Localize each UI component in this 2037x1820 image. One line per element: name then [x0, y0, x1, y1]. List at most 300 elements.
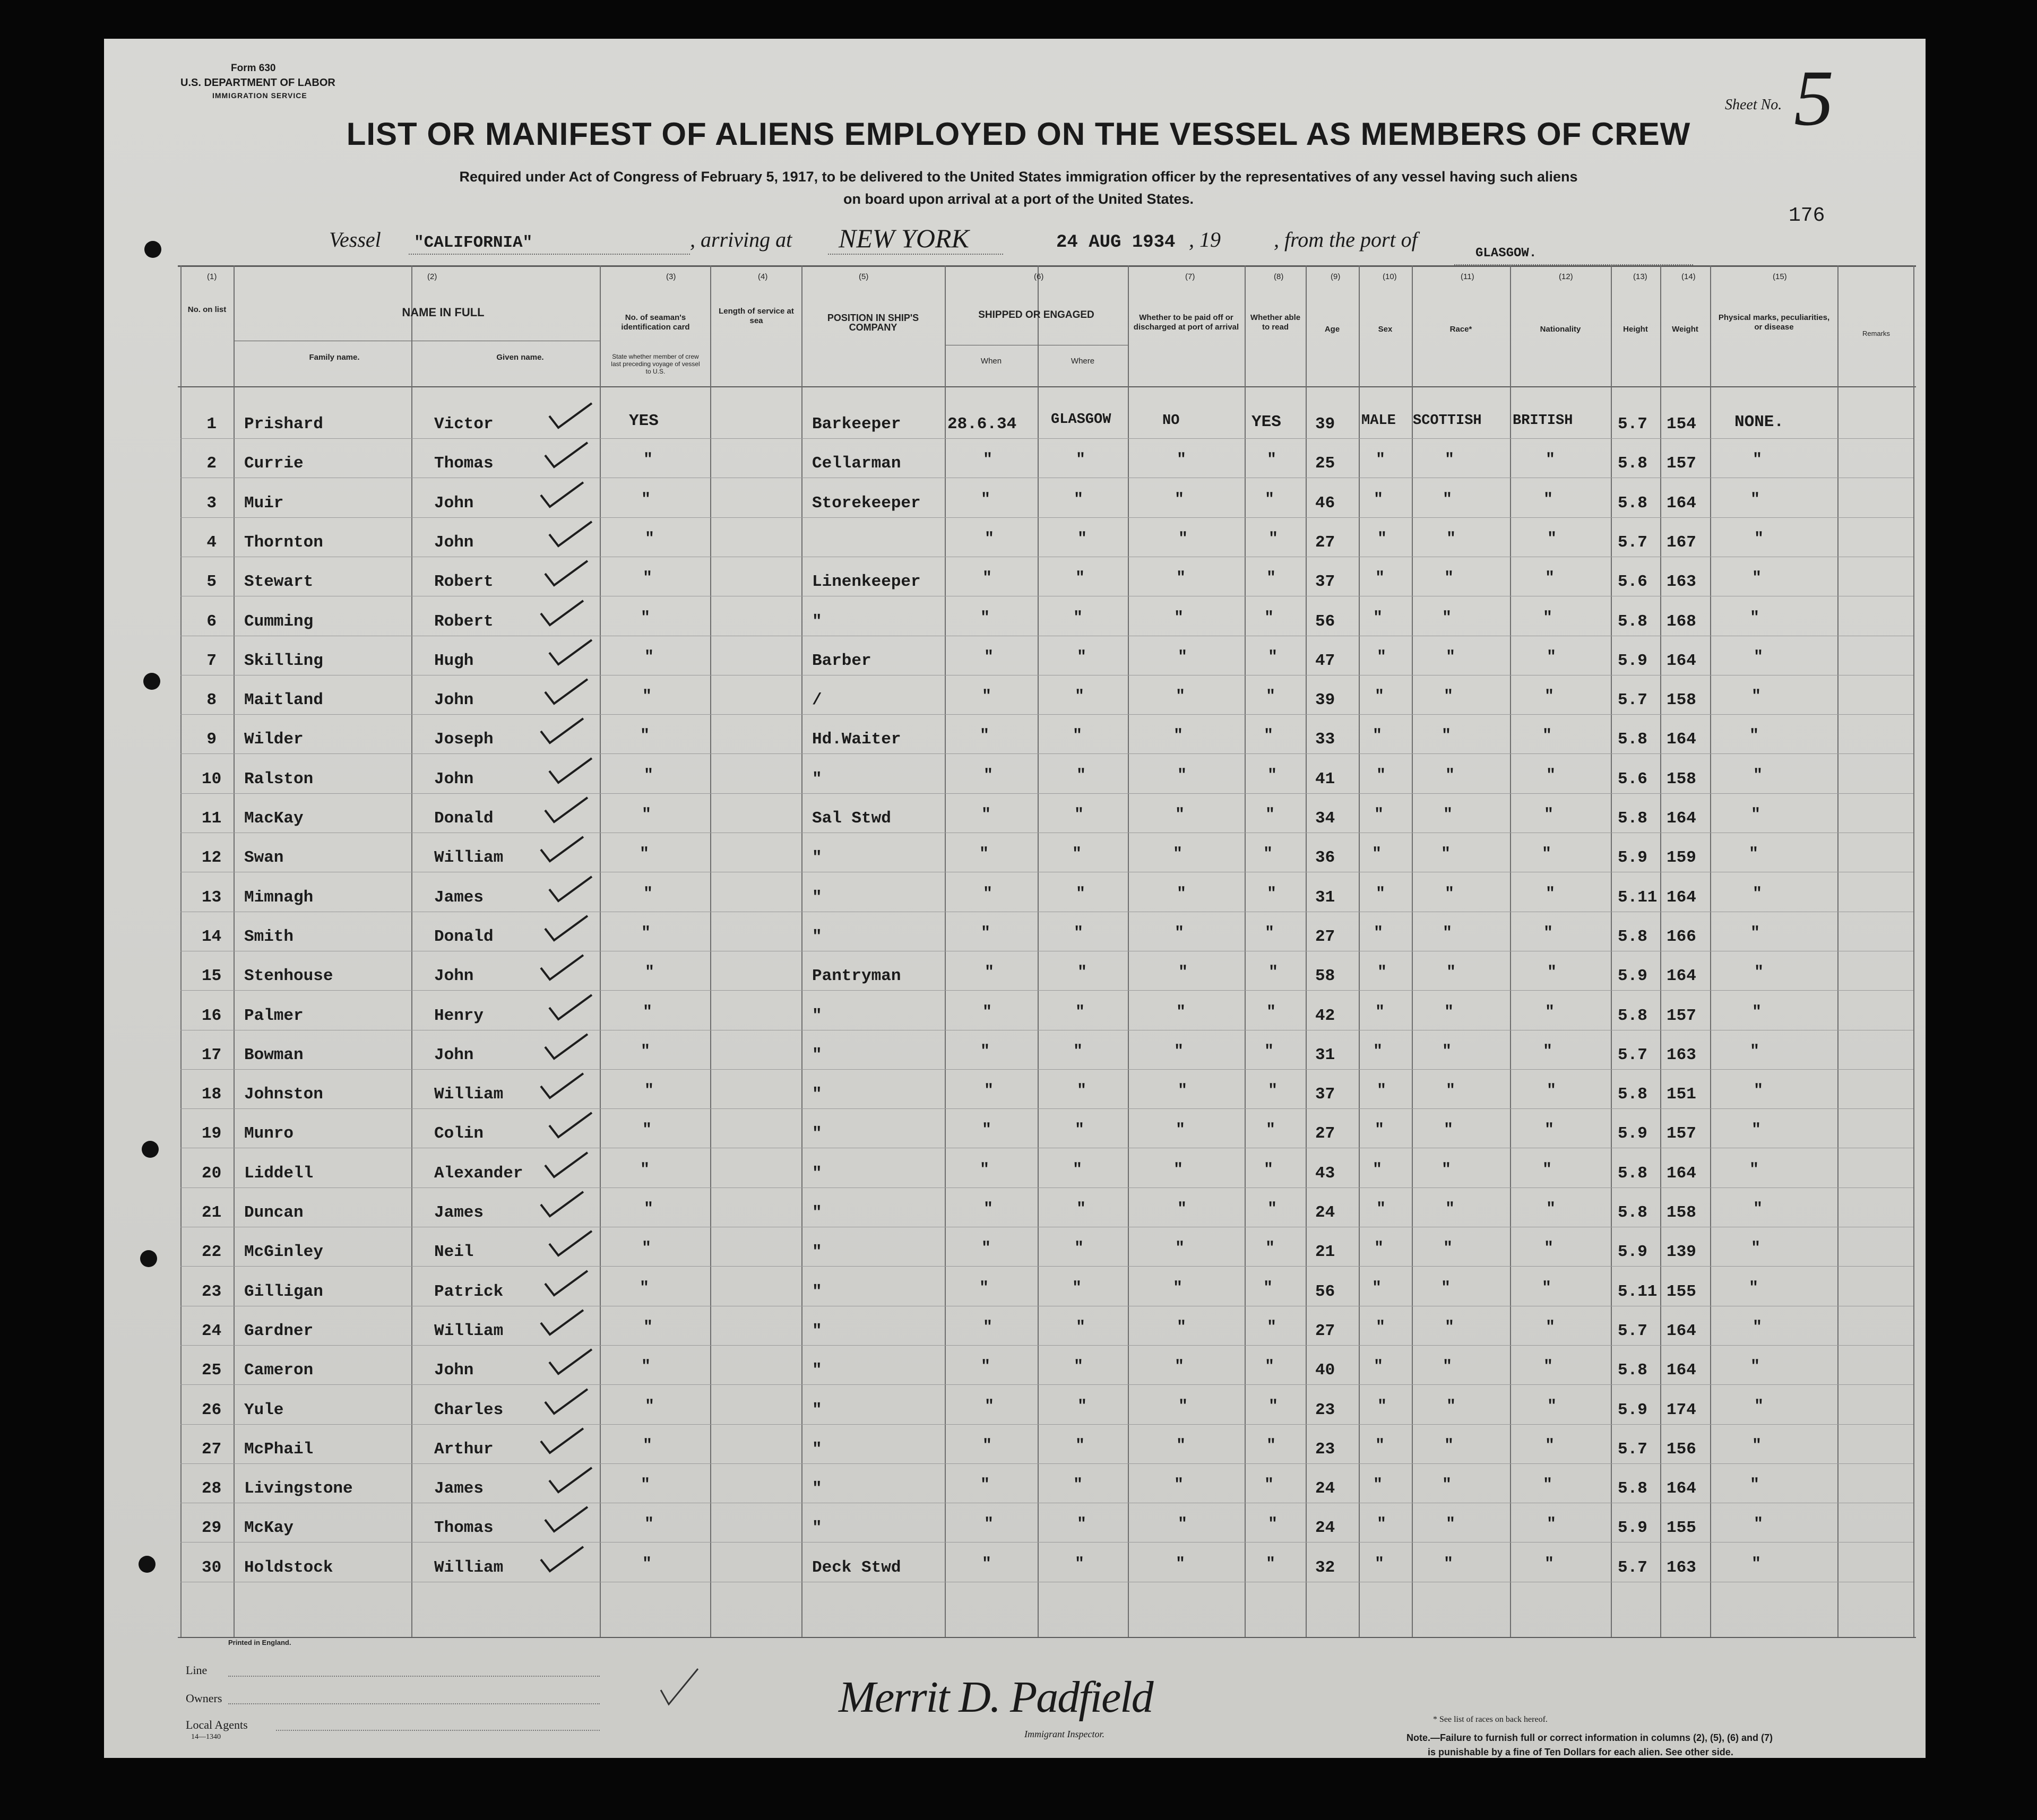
header-seaman-card: No. of seaman's identification card — [621, 313, 690, 332]
ditto-mark: " — [1264, 1161, 1274, 1179]
crew-weight: 158 — [1667, 1203, 1696, 1222]
crew-position: Storekeeper — [812, 494, 921, 513]
ditto-mark: " — [1547, 1398, 1557, 1416]
ditto-mark: " — [1446, 1082, 1456, 1100]
ditto-mark: " — [984, 1515, 994, 1533]
crew-row-number: 11 — [202, 809, 222, 828]
races-note: * See list of races on back hereof. — [1433, 1715, 1548, 1724]
ditto-mark: " — [1376, 1200, 1386, 1218]
ditto-mark: " — [1178, 1398, 1188, 1416]
ditto-mark: " — [1443, 924, 1453, 942]
check-mark-icon — [538, 597, 586, 629]
ditto-mark: " — [1545, 1437, 1555, 1455]
crew-row-number: 19 — [202, 1124, 222, 1143]
ditto-mark: " — [1751, 1555, 1762, 1573]
agents-code: 14—1340 — [191, 1733, 221, 1741]
crew-family-name: Yule — [244, 1401, 284, 1419]
crew-position: " — [812, 848, 822, 867]
crew-weight: 156 — [1667, 1440, 1696, 1459]
crew-height: 5.11 — [1618, 888, 1658, 907]
ditto-mark: " — [1441, 845, 1451, 863]
ditto-mark: " — [1073, 1161, 1083, 1179]
header-age: Age — [1324, 325, 1340, 334]
crew-row-number: 30 — [202, 1558, 222, 1577]
header-remarks: Remarks — [1862, 330, 1890, 337]
crew-row-number: 21 — [202, 1203, 222, 1222]
ditto-mark: " — [1077, 964, 1087, 982]
crew-given-name: William — [434, 1558, 504, 1577]
header-no-on-list: No. on list — [187, 305, 227, 314]
year-label: , 19 — [1189, 228, 1221, 252]
ditto-mark: " — [1075, 688, 1085, 706]
crew-position: " — [812, 928, 822, 946]
crew-family-name: Stenhouse — [244, 967, 333, 985]
ditto-mark: " — [641, 1043, 651, 1061]
crew-given-name: William — [434, 1322, 504, 1340]
ditto-mark: " — [645, 530, 655, 548]
crew-age: 27 — [1315, 1322, 1335, 1340]
crew-row-number: 17 — [202, 1046, 222, 1064]
check-mark-icon — [542, 794, 590, 826]
ditto-mark: " — [1752, 1003, 1762, 1021]
shipped-when: 28.6.34 — [947, 415, 1017, 434]
ditto-mark: " — [1073, 609, 1083, 627]
crew-weight: 159 — [1667, 848, 1696, 867]
crew-family-name: Munro — [244, 1124, 294, 1143]
ditto-mark: " — [1754, 964, 1764, 982]
crew-age: 47 — [1315, 652, 1335, 670]
ditto-mark: " — [1442, 1476, 1452, 1494]
check-mark-icon — [538, 1307, 586, 1339]
check-mark-icon — [538, 715, 586, 747]
seaman-card-answer: YES — [629, 412, 659, 430]
crew-given-name: Charles — [434, 1401, 504, 1419]
ditto-mark: " — [1174, 1043, 1184, 1061]
ditto-mark: " — [1373, 609, 1383, 627]
ditto-mark: " — [983, 1200, 994, 1218]
ditto-mark: " — [1542, 727, 1552, 745]
crew-age: 37 — [1315, 573, 1335, 591]
ditto-mark: " — [1754, 530, 1764, 548]
crew-family-name: Cumming — [244, 612, 314, 631]
crew-weight: 139 — [1667, 1243, 1696, 1261]
check-mark-icon — [542, 1031, 590, 1063]
crew-weight: 164 — [1667, 1164, 1696, 1183]
ditto-mark: " — [1173, 1161, 1184, 1179]
ditto-mark: " — [1263, 845, 1273, 863]
header-able-to-read: Whether able to read — [1250, 313, 1301, 332]
ditto-mark: " — [1442, 1043, 1452, 1061]
crew-row-number: 16 — [202, 1007, 222, 1025]
check-mark-icon — [547, 637, 594, 669]
crew-family-name: Skilling — [244, 652, 323, 670]
check-mark-icon — [538, 834, 586, 865]
header-paid-off: Whether to be paid off or discharged at port of arrival — [1133, 313, 1239, 332]
crew-given-name: William — [434, 1085, 504, 1104]
check-mark-icon — [547, 1110, 594, 1141]
crew-age: 56 — [1315, 1282, 1335, 1301]
crew-age: 27 — [1315, 1124, 1335, 1143]
ditto-mark: " — [1075, 1437, 1085, 1455]
ditto-mark: " — [1443, 1240, 1453, 1258]
crew-height: 5.9 — [1618, 1124, 1647, 1143]
ditto-mark: " — [642, 806, 652, 824]
crew-age: 21 — [1315, 1243, 1335, 1261]
crew-family-name: McGinley — [244, 1243, 323, 1261]
ditto-mark: " — [1546, 1319, 1556, 1337]
crew-age: 58 — [1315, 967, 1335, 985]
header-where: Where — [1071, 357, 1095, 366]
ditto-mark: " — [642, 688, 652, 706]
crew-row-number: 4 — [206, 533, 217, 552]
subtitle-line-2: on board upon arrival at a port of the United States. — [843, 191, 1194, 207]
subtitle-line-1: Required under Act of Congress of February 5, 1917, to be delivered to the United States immigration officer by the representatives of any vessel having such aliens — [459, 169, 1578, 185]
ditto-mark: " — [642, 1555, 652, 1573]
crew-age: 34 — [1315, 809, 1335, 828]
crew-family-name: Thornton — [244, 533, 323, 552]
ditto-mark: " — [1750, 609, 1760, 627]
ditto-mark: " — [1445, 767, 1455, 785]
ditto-mark: " — [1266, 1003, 1276, 1021]
crew-height: 5.9 — [1618, 1401, 1647, 1419]
ditto-mark: " — [641, 1476, 651, 1494]
crew-weight: 168 — [1667, 612, 1696, 631]
header-given-name: Given name. — [496, 353, 544, 362]
ditto-mark: " — [1178, 648, 1188, 666]
check-mark-icon — [542, 676, 590, 708]
crew-position: " — [812, 1440, 822, 1459]
ditto-mark: " — [1173, 845, 1183, 863]
header-when: When — [980, 357, 1002, 366]
ditto-mark: " — [1076, 1319, 1086, 1337]
crew-height: 5.8 — [1618, 928, 1647, 946]
ditto-mark: " — [980, 1043, 990, 1061]
crew-given-name: Thomas — [434, 1519, 494, 1537]
ditto-mark: " — [1542, 1161, 1552, 1179]
ditto-mark: " — [1074, 491, 1084, 509]
header-name-in-full: NAME IN FULL — [402, 306, 485, 319]
ditto-mark: " — [1445, 885, 1455, 903]
ditto-mark: " — [1544, 1240, 1554, 1258]
crew-row-number: 6 — [206, 612, 217, 631]
crew-given-name: Arthur — [434, 1440, 494, 1459]
column-number: (9) — [1331, 272, 1341, 281]
crew-height: 5.7 — [1618, 1440, 1647, 1459]
ditto-mark: " — [1076, 767, 1086, 785]
ditto-mark: " — [1073, 1476, 1083, 1494]
ditto-mark: " — [1753, 767, 1763, 785]
crew-family-name: Cameron — [244, 1361, 314, 1380]
ditto-mark: " — [980, 1161, 990, 1179]
ditto-mark: " — [1546, 885, 1556, 903]
ditto-mark: " — [1542, 1279, 1552, 1297]
crew-weight: 164 — [1667, 494, 1696, 513]
ditto-mark: " — [1072, 1279, 1082, 1297]
ditto-mark: " — [1268, 1082, 1278, 1100]
crew-given-name: Donald — [434, 928, 494, 946]
ditto-mark: " — [982, 1003, 992, 1021]
ditto-mark: " — [643, 1003, 653, 1021]
check-mark-icon — [542, 558, 590, 590]
ditto-mark: " — [641, 609, 651, 627]
crew-row-number: 23 — [202, 1282, 222, 1301]
crew-weight: 164 — [1667, 967, 1696, 985]
ditto-mark: " — [1441, 1279, 1451, 1297]
crew-position: " — [812, 1322, 822, 1340]
ditto-mark: " — [980, 727, 990, 745]
ditto-mark: " — [1750, 491, 1760, 509]
ditto-mark: " — [1075, 1121, 1085, 1139]
crew-weight: 158 — [1667, 691, 1696, 709]
ditto-mark: " — [979, 1279, 989, 1297]
crew-given-name: Alexander — [434, 1164, 523, 1183]
crew-row-number: 3 — [206, 494, 217, 513]
crew-position: " — [812, 1361, 822, 1380]
ditto-mark: " — [1753, 1200, 1763, 1218]
ditto-mark: " — [1265, 806, 1275, 824]
ditto-mark: " — [1752, 1437, 1762, 1455]
crew-given-name: James — [434, 1479, 484, 1498]
check-mark-icon — [542, 913, 590, 944]
crew-age: 42 — [1315, 1007, 1335, 1025]
ditto-mark: " — [1178, 530, 1188, 548]
crew-position: Barkeeper — [812, 415, 901, 434]
crew-age: 56 — [1315, 612, 1335, 631]
ditto-mark: " — [1543, 491, 1553, 509]
ditto-mark: " — [1375, 1121, 1385, 1139]
physical-marks-value: NONE. — [1734, 413, 1784, 431]
ditto-mark: " — [1266, 688, 1276, 706]
ditto-mark: " — [642, 1240, 652, 1258]
crew-position: Sal Stwd — [812, 809, 891, 828]
header-nationality: Nationality — [1540, 325, 1581, 334]
ditto-mark: " — [982, 1555, 992, 1573]
ditto-mark: " — [1375, 1003, 1385, 1021]
crew-position: " — [812, 1007, 822, 1025]
crew-family-name: McPhail — [244, 1440, 314, 1459]
crew-height: 5.11 — [1618, 1282, 1658, 1301]
ditto-mark: " — [1442, 1161, 1452, 1179]
crew-given-name: Robert — [434, 612, 494, 631]
ditto-mark: " — [1174, 609, 1184, 627]
page-number: 176 — [1789, 204, 1825, 227]
check-mark-icon — [547, 400, 594, 432]
ditto-mark: " — [1263, 1279, 1273, 1297]
owners-label: Owners — [186, 1692, 222, 1705]
nationality-value: BRITISH — [1513, 413, 1573, 429]
ditto-mark: " — [1076, 885, 1086, 903]
crew-row-number: 1 — [206, 415, 217, 434]
crew-age: 39 — [1315, 415, 1335, 434]
ditto-mark: " — [1749, 1161, 1759, 1179]
ditto-mark: " — [983, 1319, 993, 1337]
crew-weight: 151 — [1667, 1085, 1696, 1104]
column-number: (7) — [1185, 272, 1195, 281]
crew-height: 5.9 — [1618, 1519, 1647, 1537]
ditto-mark: " — [1374, 1240, 1384, 1258]
crew-position: " — [812, 1479, 822, 1498]
crew-height: 5.8 — [1618, 494, 1647, 513]
crew-weight: 164 — [1667, 652, 1696, 670]
crew-weight: 154 — [1667, 415, 1696, 434]
ditto-mark: " — [1074, 806, 1084, 824]
crew-row-number: 18 — [202, 1085, 222, 1104]
crew-age: 36 — [1315, 848, 1335, 867]
ditto-mark: " — [1545, 1003, 1555, 1021]
ditto-mark: " — [1373, 1161, 1383, 1179]
ditto-mark: " — [982, 688, 992, 706]
crew-height: 5.8 — [1618, 1164, 1647, 1183]
ditto-mark: " — [985, 1398, 995, 1416]
ditto-mark: " — [981, 924, 991, 942]
crew-given-name: Robert — [434, 573, 494, 591]
crew-given-name: Henry — [434, 1007, 484, 1025]
ditto-mark: " — [1177, 885, 1187, 903]
crew-height: 5.7 — [1618, 1558, 1647, 1577]
ditto-mark: " — [1753, 885, 1763, 903]
crew-age: 33 — [1315, 730, 1335, 749]
service: IMMIGRATION SERVICE — [212, 91, 307, 100]
ditto-mark: " — [1754, 1398, 1764, 1416]
crew-family-name: Prishard — [244, 415, 323, 434]
ditto-mark: " — [1372, 1279, 1382, 1297]
ditto-mark: " — [1446, 648, 1456, 666]
ditto-mark: " — [1075, 1555, 1085, 1573]
column-number: (12) — [1559, 272, 1573, 281]
ditto-mark: " — [1542, 845, 1552, 863]
ditto-mark: " — [1175, 806, 1185, 824]
crew-height: 5.6 — [1618, 573, 1647, 591]
crew-age: 32 — [1315, 1558, 1335, 1577]
crew-given-name: Hugh — [434, 652, 474, 670]
crew-age: 31 — [1315, 888, 1335, 907]
crew-height: 5.6 — [1618, 770, 1647, 788]
check-mark-icon — [538, 1544, 586, 1575]
header-weight: Weight — [1672, 325, 1698, 334]
ditto-mark: " — [1547, 648, 1557, 666]
crew-given-name: Joseph — [434, 730, 494, 749]
ditto-mark: " — [1373, 1043, 1383, 1061]
header-shipped-engaged: SHIPPED OR ENGAGED — [978, 309, 1094, 320]
crew-position: " — [812, 612, 822, 631]
ditto-mark: " — [1372, 845, 1382, 863]
ditto-mark: " — [1268, 1515, 1278, 1533]
crew-position: Linenkeeper — [812, 573, 921, 591]
arrival-port: NEW YORK — [839, 223, 969, 253]
ditto-mark: " — [640, 1161, 650, 1179]
crew-family-name: Ralston — [244, 770, 314, 788]
ditto-mark: " — [1077, 648, 1087, 666]
ditto-mark: " — [1077, 1515, 1087, 1533]
check-mark-icon — [547, 1464, 594, 1496]
crew-height: 5.9 — [1618, 848, 1647, 867]
crew-weight: 157 — [1667, 1007, 1696, 1025]
ditto-mark: " — [1443, 1358, 1453, 1376]
crew-given-name: John — [434, 967, 474, 985]
crew-position: " — [812, 1124, 822, 1143]
crew-height: 5.8 — [1618, 730, 1647, 749]
header-seaman-card-note: State whether member of crew last preceding voyage of vessel to U.S. — [611, 353, 700, 375]
note-line-1: Note.—Failure to furnish full or correct information in columns (2), (5), (6) and (7) — [1406, 1732, 1773, 1743]
race-value: SCOTTISH — [1413, 413, 1482, 429]
ditto-mark: " — [1445, 1319, 1455, 1337]
crew-family-name: MacKay — [244, 809, 304, 828]
crew-height: 5.7 — [1618, 691, 1647, 709]
ditto-mark: " — [1264, 1476, 1274, 1494]
crew-position: " — [812, 1085, 822, 1104]
ditto-mark: " — [1268, 648, 1278, 666]
ditto-mark: " — [640, 727, 650, 745]
ditto-mark: " — [1267, 451, 1277, 469]
ditto-mark: " — [983, 451, 993, 469]
ditto-mark: " — [1268, 964, 1279, 982]
crew-height: 5.7 — [1618, 533, 1647, 552]
column-number: (11) — [1461, 272, 1474, 281]
ditto-mark: " — [1077, 530, 1087, 548]
ditto-mark: " — [1544, 1121, 1555, 1139]
column-number: (3) — [666, 272, 676, 281]
ditto-mark: " — [1177, 1200, 1187, 1218]
crew-weight: 155 — [1667, 1519, 1696, 1537]
arrival-date: 24 AUG 1934 — [1056, 232, 1176, 253]
crew-family-name: Muir — [244, 494, 284, 513]
ditto-mark: " — [1267, 767, 1278, 785]
crew-row-number: 28 — [202, 1479, 222, 1498]
ditto-mark: " — [1176, 1003, 1186, 1021]
ditto-mark: " — [1176, 1555, 1186, 1573]
ditto-mark: " — [1442, 609, 1452, 627]
ditto-mark: " — [1546, 1200, 1556, 1218]
crew-position: " — [812, 1282, 822, 1301]
crew-weight: 157 — [1667, 1124, 1696, 1143]
departure-port: GLASGOW. — [1475, 246, 1537, 261]
header-race: Race* — [1449, 325, 1472, 334]
check-mark-icon — [547, 873, 594, 905]
crew-row-number: 14 — [202, 928, 222, 946]
crew-row-number: 15 — [202, 967, 222, 985]
check-mark-icon — [542, 1504, 590, 1536]
ditto-mark: " — [1543, 1358, 1553, 1376]
manifest-title: LIST OR MANIFEST OF ALIENS EMPLOYED ON THE VESSEL AS MEMBERS OF CREW — [346, 116, 1691, 152]
ditto-mark: " — [1754, 648, 1764, 666]
crew-weight: 166 — [1667, 928, 1696, 946]
ditto-mark: " — [1376, 767, 1386, 785]
crew-height: 5.9 — [1618, 967, 1647, 985]
ditto-mark: " — [1264, 609, 1274, 627]
crew-age: 41 — [1315, 770, 1335, 788]
inspector-signature: Merrit D. Padfield — [839, 1672, 1153, 1722]
crew-family-name: Gilligan — [244, 1282, 323, 1301]
ditto-mark: " — [1444, 1121, 1454, 1139]
ditto-mark: " — [1177, 1319, 1187, 1337]
crew-height: 5.9 — [1618, 1243, 1647, 1261]
ditto-mark: " — [1178, 1515, 1188, 1533]
ditto-mark: " — [641, 491, 651, 509]
crew-age: 37 — [1315, 1085, 1335, 1104]
crew-row-number: 12 — [202, 848, 222, 867]
crew-given-name: Patrick — [434, 1282, 504, 1301]
ditto-mark: " — [1267, 885, 1277, 903]
ditto-mark: " — [1750, 1358, 1760, 1376]
ditto-mark: " — [643, 569, 653, 587]
crew-row-number: 22 — [202, 1243, 222, 1261]
crew-row-number: 2 — [206, 454, 217, 473]
ditto-mark: " — [1376, 1319, 1386, 1337]
crew-weight: 163 — [1667, 573, 1696, 591]
check-mark-icon — [547, 1346, 594, 1378]
ditto-mark: " — [1754, 1082, 1764, 1100]
crew-height: 5.8 — [1618, 1361, 1647, 1380]
